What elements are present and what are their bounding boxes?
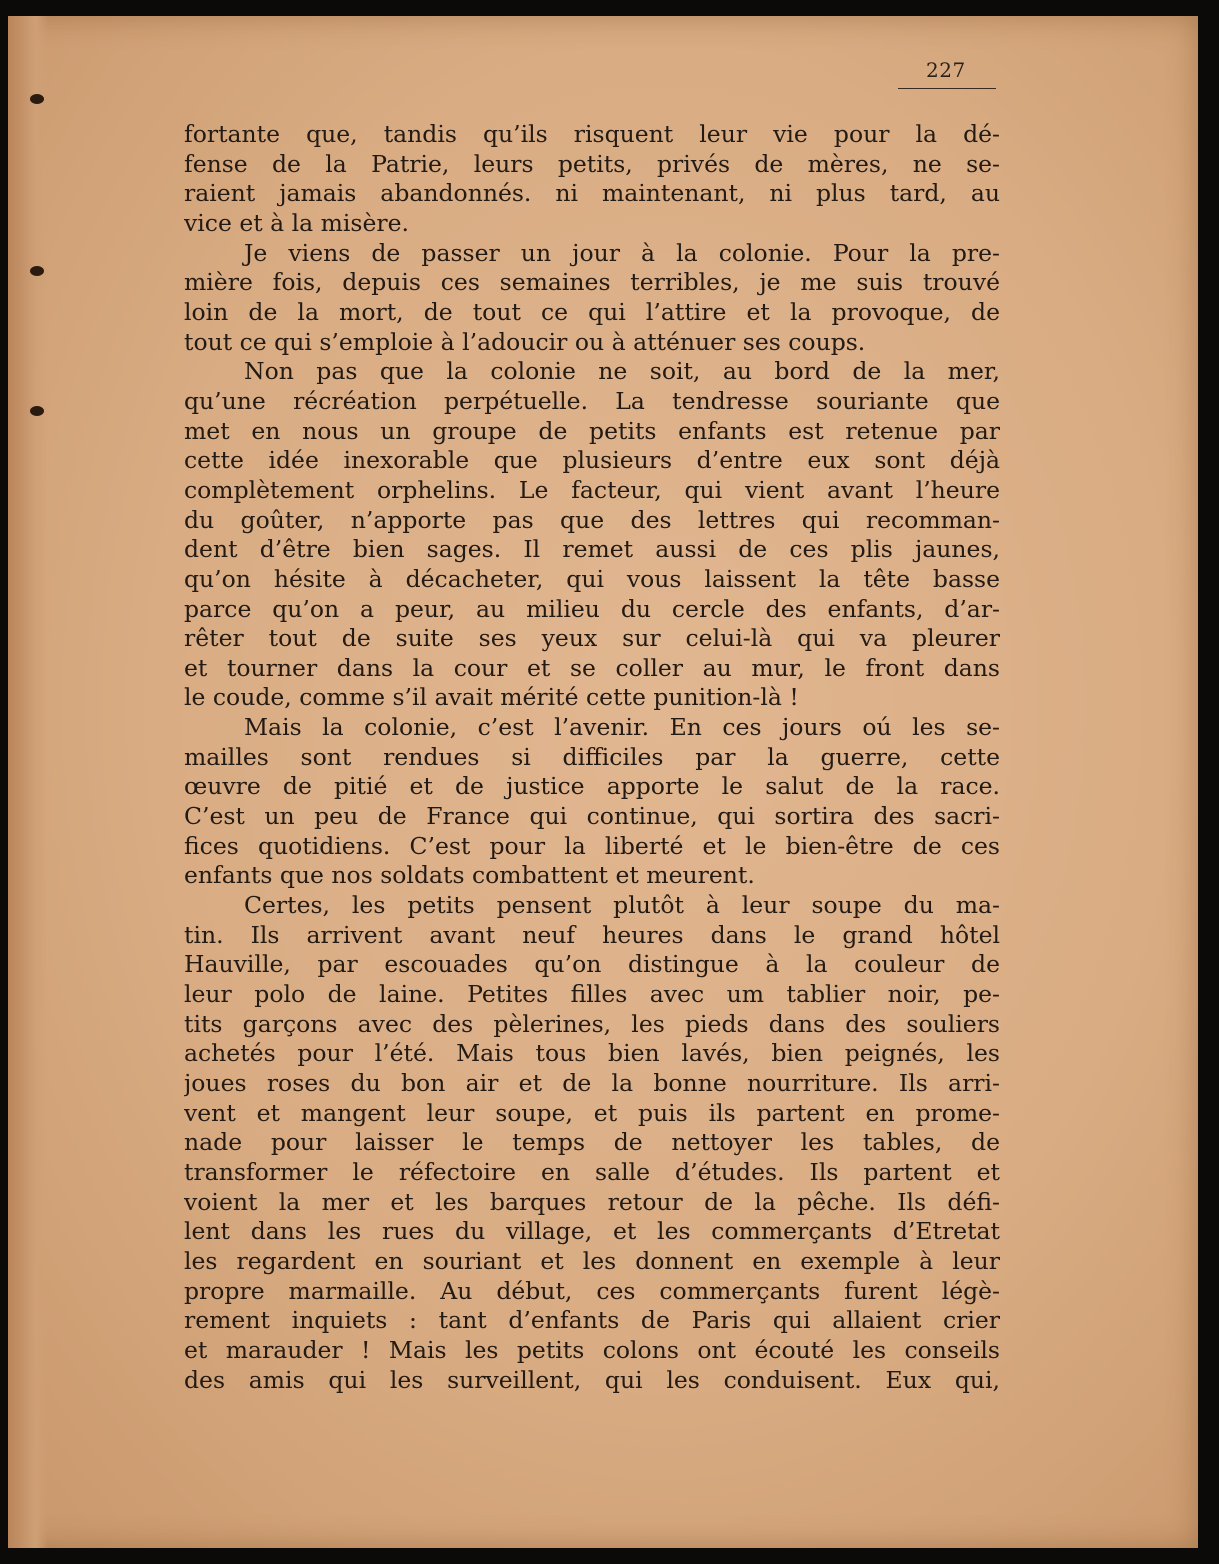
page-number: 227 (926, 58, 966, 82)
paragraph-first-line: Mais la colonie, c’est l’avenir. En ces jours oú les se- (244, 713, 1000, 742)
text-line: fortante que, tandis qu’ils risquent leur vie pour la dé- (184, 120, 1000, 148)
text-line: cette idée inexorable que plusieurs d’entre eux sont déjà (184, 446, 1000, 475)
binding-gutter (8, 16, 48, 1548)
paragraph-first-line: Certes, les petits pensent plutôt à leur soupe du ma- (244, 891, 1000, 920)
text-line: propre marmaille. Au début, ces commerçants furent légè- (184, 1276, 1000, 1305)
page-number-rule (898, 88, 996, 89)
paragraph-end-line: tout ce qui s’emploie à l’adoucir ou à atténuer ses coups. (184, 327, 866, 356)
body-text (184, 120, 1000, 1395)
text-line: du goûter, n’apporte pas que des lettres qui recomman- (184, 505, 1000, 534)
text-line: leur polo de laine. Petites filles avec um tablier noir, pe- (184, 980, 1000, 1009)
text-line: fense de la Patrie, leurs petits, privés de mères, ne se- (184, 149, 1000, 178)
paragraph-end-line: le coude, comme s’il avait mérité cette punition-là ! (184, 683, 799, 712)
paragraph-first-line: Je viens de passer un jour à la colonie. Pour la pre- (244, 238, 1000, 267)
text-line: met en nous un groupe de petits enfants est retenue par (184, 416, 1000, 445)
book-page (8, 16, 1198, 1548)
text-line: voient la mer et les barques retour de la pêche. Ils défi- (184, 1187, 1000, 1216)
text-line: tits garçons avec des pèlerines, les pieds dans des souliers (184, 1009, 1000, 1038)
text-line: C’est un peu de France qui continue, qui sortira des sacri- (184, 802, 1000, 831)
text-line: rêter tout de suite ses yeux sur celui-là qui va pleurer (184, 624, 1000, 653)
binding-stitch-mark (30, 94, 44, 104)
text-line: lent dans les rues du village, et les commerçants d’Etretat (184, 1217, 1000, 1246)
text-line: et tourner dans la cour et se coller au mur, le front dans (184, 653, 1000, 682)
text-line: rement inquiets : tant d’enfants de Paris qui allaient crier (184, 1306, 1000, 1335)
text-line: qu’on hésite à décacheter, qui vous laissent la tête basse (184, 564, 1000, 593)
text-line: les regardent en souriant et les donnent en exemple à leur (184, 1246, 1000, 1275)
text-line: parce qu’on a peur, au milieu du cercle des enfants, d’ar- (184, 594, 1000, 623)
text-line: mière fois, depuis ces semaines terribles, je me suis trouvé (184, 268, 1000, 297)
text-line: joues roses du bon air et de la bonne nourriture. Ils arri- (184, 1069, 1000, 1097)
binding-stitch-mark (30, 266, 44, 276)
paragraph-first-line: Non pas que la colonie ne soit, au bord de la mer, (244, 357, 1000, 386)
binding-stitch-mark (30, 406, 44, 416)
text-line: vent et mangent leur soupe, et puis ils partent en prome- (184, 1098, 1000, 1127)
paragraph-end-line: vice et à la misère. (184, 208, 410, 237)
text-line: achetés pour l’été. Mais tous bien lavés, bien peignés, les (184, 1039, 1000, 1068)
text-line: loin de la mort, de tout ce qui l’attire et la provoque, de (184, 297, 1000, 326)
text-line: qu’une récréation perpétuelle. La tendresse souriante que (184, 386, 1000, 415)
text-line: Hauville, par escouades qu’on distingue à la couleur de (184, 950, 1000, 979)
text-line: tin. Ils arrivent avant neuf heures dans le grand hôtel (184, 920, 1000, 949)
text-line: transformer le réfectoire en salle d’études. Ils partent et (184, 1157, 1000, 1186)
text-line: nade pour laisser le temps de nettoyer les tables, de (184, 1128, 1000, 1157)
text-line: mailles sont rendues si difficiles par la guerre, cette (184, 742, 1000, 771)
text-line: raient jamais abandonnés. ni maintenant, ni plus tard, au (184, 179, 1000, 208)
text-line: dent d’être bien sages. Il remet aussi de ces plis jaunes, (184, 535, 1000, 564)
text-line: et marauder ! Mais les petits colons ont écouté les conseils (184, 1335, 1000, 1364)
text-line: fices quotidiens. C’est pour la liberté et le bien-être de ces (184, 831, 1000, 860)
text-line: œuvre de pitié et de justice apporte le salut de la race. (184, 772, 1000, 801)
paragraph-end-line: enfants que nos soldats combattent et meurent. (184, 861, 755, 890)
text-line: des amis qui les surveillent, qui les conduisent. Eux qui, (184, 1365, 1000, 1394)
text-line: complètement orphelins. Le facteur, qui vient avant l’heure (184, 475, 1000, 504)
